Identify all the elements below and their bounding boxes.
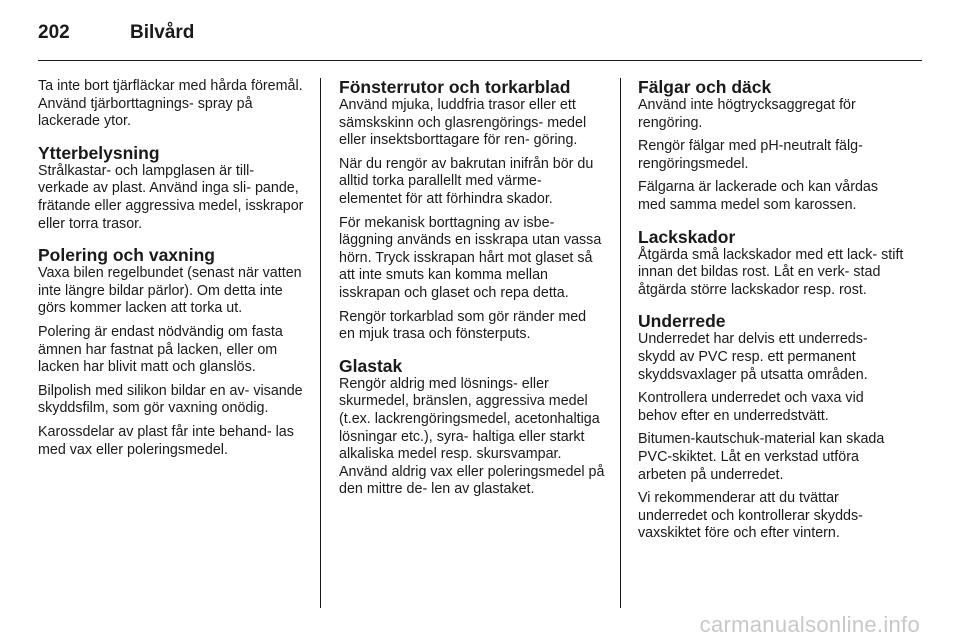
section-heading-ytterbelysning: Ytterbelysning xyxy=(38,142,160,163)
section-heading-underrede: Underrede xyxy=(638,311,726,332)
paragraph: Använd mjuka, luddfria trasor eller ett sämskskinn och glasrengörings- medel eller insektsborttagare för ren- göring. xyxy=(339,97,587,149)
paragraph: Karossdelar av plast får inte behand- las med vax eller poleringsmedel. xyxy=(38,423,294,458)
page-number: 202 xyxy=(38,22,70,43)
paragraph: Kontrollera underredet och vaxa vid behov efter en underredstvätt. xyxy=(638,390,864,424)
intro-paragraph: Ta inte bort tjärfläckar med hårda föremål. Använd tjärborttagnings- spray på lackerade ytor. xyxy=(38,78,303,130)
chapter-title: Bilvård xyxy=(130,22,195,43)
column-divider xyxy=(320,78,321,608)
column-1 xyxy=(38,78,304,459)
section-heading-polering: Polering och vaxning xyxy=(38,245,215,266)
section-heading-glastak: Glastak xyxy=(339,355,403,376)
paragraph: Bilpolish med silikon bildar en av- visande skyddsfilm, som gör vaxning onödig. xyxy=(38,382,303,417)
paragraph: Rengör fälgar med pH-neutralt fälg- rengöringsmedel. xyxy=(638,138,863,172)
paragraph: För mekanisk borttagning av isbe- läggning används en isskrapa utan vassa hörn. Tryck isskrapan hårt mot glaset så att inte smuts kan komma mellan isskrapan och glaset och repa detta. xyxy=(339,214,602,301)
column-3 xyxy=(638,78,904,543)
paragraph: Polering är endast nödvändig om fasta ämnen har fastnat på lacken, eller om lacken har blivit matt och glanslös. xyxy=(38,323,283,376)
header-rule xyxy=(38,60,922,61)
section-heading-fonsterrutor: Fönsterrutor och torkarblad xyxy=(339,77,571,97)
paragraph: Strålkastar- och lampglasen är till- verkade av plast. Använd inga sli- pande, frätande eller aggressiva medel, isskrapor eller torra trasor. xyxy=(38,162,304,232)
column-divider xyxy=(620,78,621,608)
paragraph: Fälgarna är lackerade och kan vårdas med samma medel som karossen. xyxy=(638,179,879,213)
paragraph: Vi rekommenderar att du tvättar underredet och kontrollerar skydds- vaxskiktet före och efter vintern. xyxy=(638,490,863,542)
paragraph: Bitumen-kautschuk-material kan skada PVC-skiktet. Låt en verkstad utföra arbeten på underredet. xyxy=(638,431,885,483)
section-heading-falgar: Fälgar och däck xyxy=(638,77,772,97)
paragraph: Vaxa bilen regelbundet (senast när vatten inte längre bildar pärlor). Om detta inte görs kommer lacken att torka ut. xyxy=(38,265,302,317)
paragraph: Använd inte högtrycksaggregat för rengöring. xyxy=(638,97,856,131)
paragraph: Rengör torkarblad som gör ränder med en mjuk trasa och fönsterputs. xyxy=(339,308,587,343)
column-2 xyxy=(339,78,605,499)
paragraph: När du rengör av bakrutan inifrån bör du alltid torka parallellt med värme- elementet för att förhindra skador. xyxy=(339,155,594,207)
paragraph: Åtgärda små lackskador med ett lack- stift innan det bildas rost. Låt en verk- stad åtgärda större lackskador resp. rost. xyxy=(638,246,904,298)
paragraph: Underredet har delvis ett underreds- skydd av PVC resp. ett permanent skyddsvaxlager på utsatta områden. xyxy=(638,331,868,383)
watermark: carmanualsonline.info xyxy=(699,612,920,637)
section-heading-lackskador: Lackskador xyxy=(638,226,736,247)
page-header xyxy=(38,22,194,46)
paragraph: Rengör aldrig med lösnings- eller skurmedel, bränslen, aggressiva medel (t.ex. lackrengöringsmedel, acetonhaltiga lösningar etc.), syra- haltiga eller starkt alkaliska medel resp. skursvampar. Använd aldrig vax eller poleringsmedel på den mittre de- len av glastaket. xyxy=(339,375,605,498)
